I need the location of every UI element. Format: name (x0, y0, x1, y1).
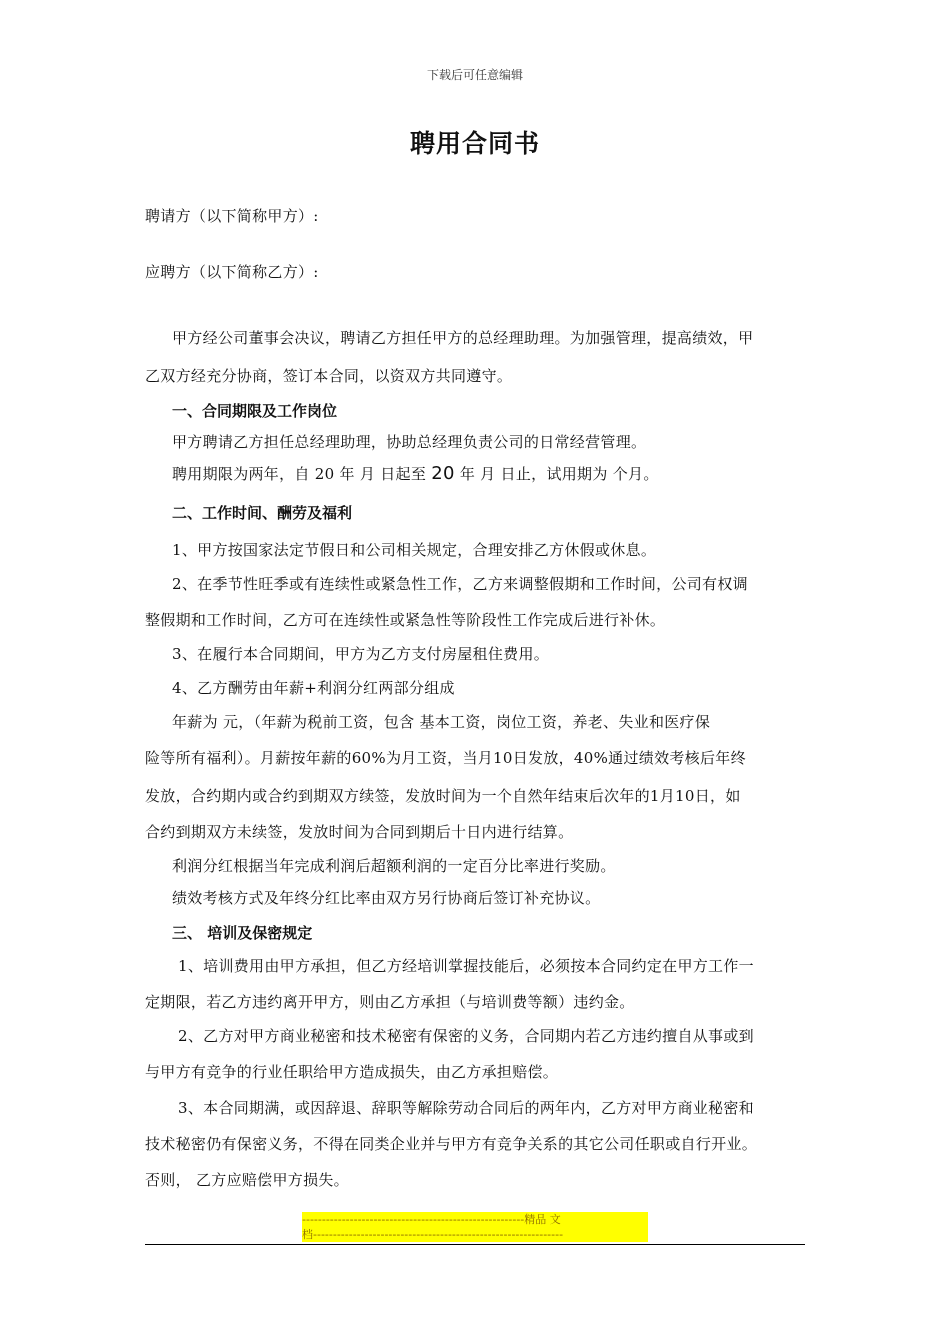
section-1-line-2 (172, 464, 812, 484)
section-2-line: 4、乙方酬劳由年薪+利润分红两部分组成 (172, 679, 455, 697)
section-3-line: 2、乙方对甲方商业秘密和技术秘密有保密的义务，合同期内若乙方违约擅自从事或到 (178, 1027, 754, 1045)
section-2-line: 1、甲方按国家法定节假日和公司相关规定，合理安排乙方休假或休息。 (172, 541, 657, 559)
section-1-line-1: 甲方聘请乙方担任总经理助理，协助总经理负责公司的日常经营管理。 (172, 433, 647, 451)
term-text-a: 聘用期限为两年，自 20 年 月 日起至 (172, 465, 432, 483)
section-3-line: 与甲方有竞争的行业任职给甲方造成损失，由乙方承担赔偿。 (145, 1063, 559, 1081)
section-3-line: 3、本合同期满，或因辞退、辞职等解除劳动合同后的两年内，乙方对甲方商业秘密和 (178, 1099, 754, 1117)
intro-line-1: 甲方经公司董事会决议，聘请乙方担任甲方的总经理助理。为加强管理，提高绩效，甲 (172, 329, 754, 347)
section-3-line: 技术秘密仍有保密义务，不得在同类企业并与甲方有竞争关系的其它公司任职或自行开业。 (145, 1135, 758, 1153)
section-2-heading: 二、工作时间、酬劳及福利 (172, 504, 353, 522)
section-2-line: 发放，合约期内或合约到期双方续签，发放时间为一个自然年结束后次年的1月10日，如 (145, 787, 741, 805)
section-3-line: 否则， 乙方应赔偿甲方损失。 (145, 1171, 349, 1189)
section-2-line: 合约到期双方未续签，发放时间为合同到期后十日内进行结算。 (145, 823, 574, 841)
footer-divider (145, 1244, 805, 1245)
footer-mark-line-1: --------------------------------------------------------精品 文 (302, 1212, 648, 1227)
section-2-line: 整假期和工作时间，乙方可在连续性或紧急性等阶段性工作完成后进行补休。 (145, 611, 666, 629)
section-2-line: 年薪为 元，（年薪为税前工资，包含 基本工资，岗位工资，养老、失业和医疗保 (172, 713, 711, 731)
section-2-line: 3、在履行本合同期间，甲方为乙方支付房屋租住费用。 (172, 645, 550, 663)
party-b-line: 应聘方（以下简称乙方）: (145, 263, 319, 281)
term-text-b: 年 月 日止，试用期为 个月。 (454, 465, 659, 483)
term-year: 20 (431, 463, 455, 484)
contract-title: 聘用合同书 (409, 129, 540, 158)
section-2-line: 险等所有福利）。月薪按年薪的60%为月工资，当月10日发放，40%通过绩效考核后年终 (145, 749, 746, 767)
section-2-line: 利润分红根据当年完成利润后超额利润的一定百分比率进行奖励。 (172, 857, 616, 875)
section-2-line: 2、在季节性旺季或有连续性或紧急性工作，乙方来调整假期和工作时间，公司有权调 (172, 575, 748, 593)
section-3-heading: 三、 培训及保密规定 (172, 924, 313, 942)
section-3-line: 定期限，若乙方违约离开甲方，则由乙方承担（与培训费等额）违约金。 (145, 993, 635, 1011)
intro-line-2: 乙双方经充分协商，签订本合同，以资双方共同遵守。 (145, 367, 513, 385)
section-3-line: 1、培训费用由甲方承担，但乙方经培训掌握技能后，必须按本合同约定在甲方工作一 (178, 957, 754, 975)
party-a-line: 聘请方（以下简称甲方）: (145, 207, 319, 225)
section-2-line: 绩效考核方式及年终分红比率由双方另行协商后签订补充协议。 (172, 889, 601, 907)
header-note: 下载后可任意编辑 (426, 68, 523, 82)
section-1-heading: 一、合同期限及工作岗位 (172, 402, 338, 420)
footer-mark-line-2: 档--------------------------------------------------------------- (302, 1227, 648, 1242)
